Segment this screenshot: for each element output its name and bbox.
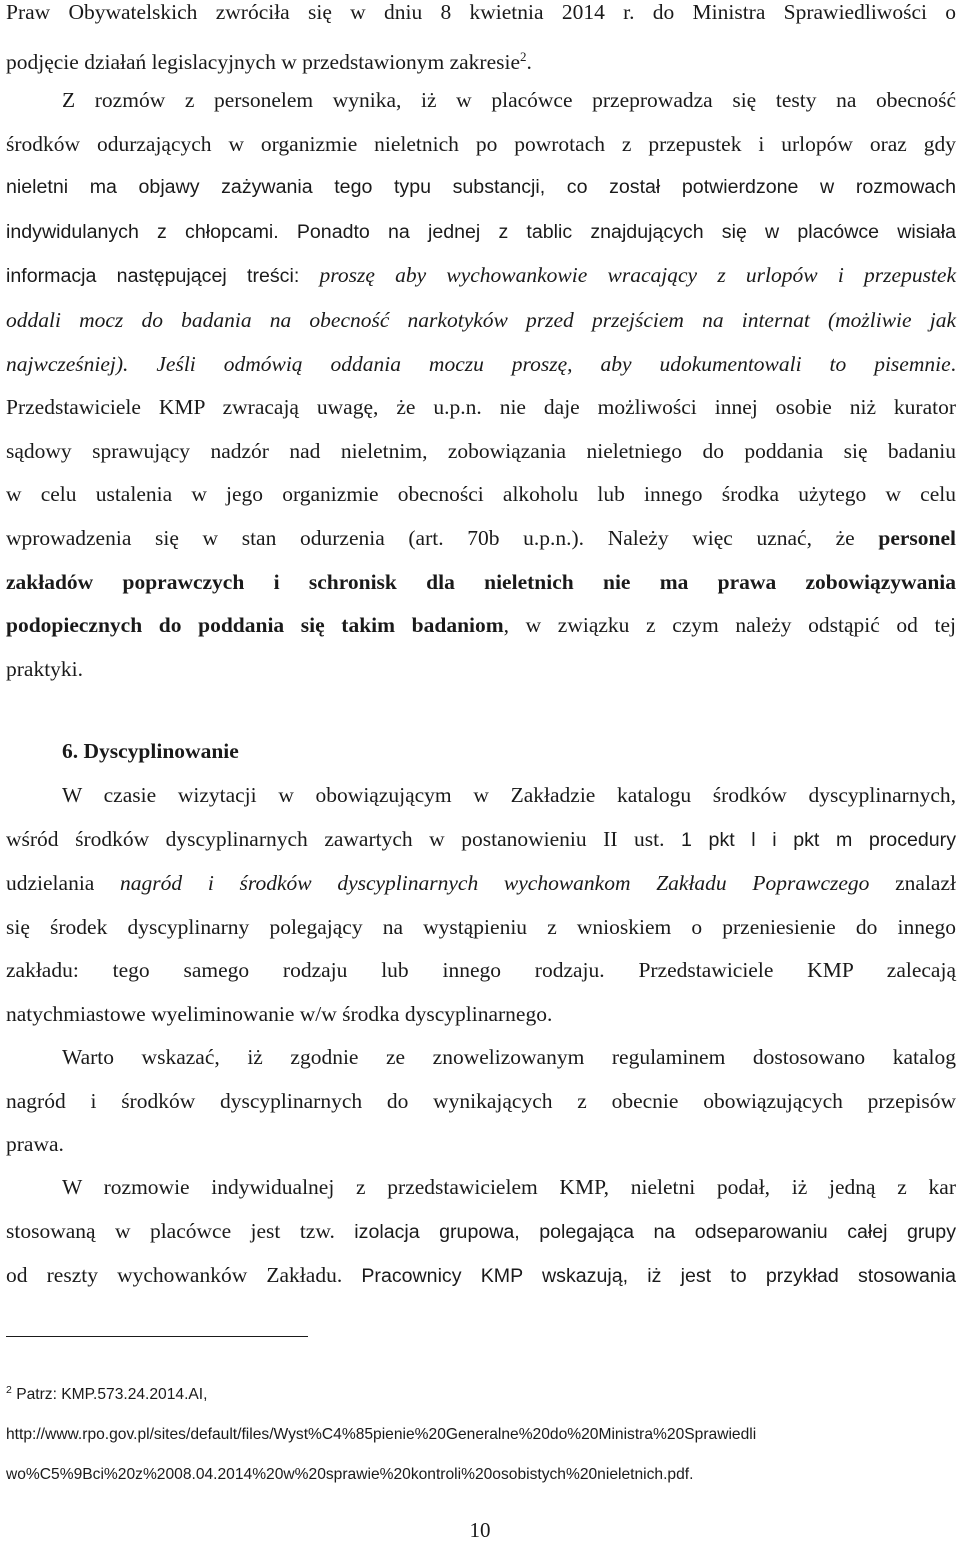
paragraph-isolation bbox=[6, 1166, 956, 1299]
text-line bbox=[6, 210, 956, 255]
text-line bbox=[6, 561, 956, 605]
footnote-line bbox=[6, 1370, 956, 1415]
text-span: udzielania bbox=[6, 871, 95, 896]
text-span: Należy więc uznać, że bbox=[607, 525, 855, 550]
text-line bbox=[6, 473, 956, 517]
page-number: 10 bbox=[469, 1518, 491, 1542]
paragraph-discipline bbox=[6, 774, 956, 1037]
text-line bbox=[6, 254, 956, 299]
text-span: zakładu: tego samego rodzaju lub innego rodzaju. Przedstawiciele KMP zalecają bbox=[6, 958, 956, 983]
text-line bbox=[6, 299, 956, 343]
text-line bbox=[6, 648, 956, 692]
text-span: informacja następującej treści: bbox=[6, 265, 300, 288]
text-line bbox=[6, 1036, 956, 1080]
footnote-url[interactable]: http://www.rpo.gov.pl/sites/default/files/Wyst%C4%85pienie%20Generalne%20do%20Ministra%20Sprawiedli bbox=[6, 1426, 757, 1443]
footnote-separator bbox=[6, 1336, 308, 1337]
bold-text: podopiecznych do poddania się takim badaniom bbox=[6, 613, 504, 638]
text-line bbox=[6, 123, 956, 167]
text-line bbox=[6, 604, 956, 648]
text-span: podjęcie działań legislacyjnych w przedstawionym zakresie bbox=[6, 49, 521, 74]
italic-quote: najwcześniej). bbox=[6, 351, 129, 376]
text-span: nie daje możliwości innej osobie niż kurator bbox=[499, 395, 957, 420]
text-span: , w związku z czym należy odstąpić od tej bbox=[503, 613, 956, 638]
text-line bbox=[6, 1166, 956, 1210]
section-heading bbox=[6, 730, 956, 774]
text-span: natychmiastowe wyeliminowanie w/w środka dyscyplinarnego. bbox=[6, 1001, 553, 1026]
text-line bbox=[6, 430, 956, 474]
text-span: . bbox=[526, 49, 532, 74]
paragraph-catalog bbox=[6, 1036, 956, 1167]
text-span: Ponadto na jednej z tablic znajdujących się w placówce wisiała bbox=[296, 220, 957, 243]
text-line bbox=[6, 862, 956, 906]
italic-quote: Jeśli odmówią oddania moczu proszę, aby udokumentowali to pisemnie bbox=[156, 351, 951, 376]
text-span: 1 pkt l i pkt m procedury bbox=[681, 828, 957, 851]
bold-text: personel bbox=[878, 525, 957, 550]
text-line bbox=[6, 0, 956, 35]
text-line bbox=[6, 1123, 956, 1167]
text-span: Przedstawiciele KMP zwracają uwagę, że u.p.n. bbox=[6, 395, 482, 420]
section-number: 6. bbox=[62, 739, 79, 763]
text-span: W rozmowie indywidualnej z przedstawicielem KMP, nieletni podał, iż jedną z kar bbox=[62, 1175, 956, 1199]
text-line bbox=[6, 517, 956, 561]
footnote-link-line[interactable] bbox=[6, 1455, 956, 1495]
text-span: nagród i środków dyscyplinarnych do wynikających z obecnie obowiązujących przepisów bbox=[6, 1088, 956, 1113]
text-line bbox=[6, 906, 956, 950]
text-span: znalazł bbox=[895, 871, 956, 896]
footnote-text: Patrz: KMP.573.24.2014.AI, bbox=[16, 1386, 208, 1403]
text-span: w celu ustalenia w jego organizmie obecności alkoholu lub innego środka użytego w celu bbox=[6, 482, 956, 507]
text-span: środków odurzających w organizmie nieletnich po powrotach z przepustek i urlopów oraz gdy bbox=[6, 131, 956, 156]
text-span: praktyki. bbox=[6, 656, 84, 681]
text-line bbox=[6, 949, 956, 993]
text-span: . bbox=[950, 351, 957, 376]
text-line bbox=[6, 1210, 956, 1255]
text-line bbox=[6, 774, 956, 818]
footnote-link-line[interactable] bbox=[6, 1415, 956, 1455]
paragraph-continuation bbox=[6, 0, 956, 84]
text-span: stosowaną w placówce jest tzw. bbox=[6, 1218, 335, 1243]
text-span: Z rozmów z personelem wynika, iż w placówce przeprowadza się testy na obecność bbox=[62, 88, 956, 112]
footnote-url[interactable]: wo%C5%9Bci%20z%2008.04.2014%20w%20sprawie%20kontroli%20osobistych%20nieletnich.pdf. bbox=[6, 1466, 694, 1483]
bold-text: zakładów poprawczych i schronisk dla nieletnich nie ma prawa zobowiązywania bbox=[6, 569, 956, 594]
text-line bbox=[6, 343, 956, 387]
text-span: się środek dyscyplinarny polegający na wystąpieniu z wnioskiem o przeniesienie do innego bbox=[6, 914, 956, 939]
paragraph-drug-tests bbox=[6, 79, 956, 691]
section-title: Dyscyplinowanie bbox=[83, 739, 239, 763]
text-line bbox=[6, 35, 956, 85]
text-line bbox=[6, 1254, 956, 1299]
italic-quote: proszę aby wychowankowie wracający z urlopów i przepustek bbox=[319, 263, 956, 288]
italic-quote: oddali mocz do badania na obecność narkotyków przed przejściem na internat (możliwie jak bbox=[6, 307, 956, 332]
text-line bbox=[6, 993, 956, 1037]
text-span: indywidulanych z chłopcami. bbox=[6, 220, 279, 243]
italic-title: nagród i środków dyscyplinarnych wychowankom Zakładu Poprawczego bbox=[120, 871, 870, 896]
text-span: od reszty wychowanków Zakładu. bbox=[6, 1263, 343, 1288]
text-span: wprowadzenia się w stan odurzenia (art. 70b u.p.n.). bbox=[6, 525, 585, 550]
text-span: Pracownicy KMP wskazują, iż jest to przykład stosowania bbox=[361, 1265, 957, 1288]
text-line bbox=[6, 386, 956, 430]
text-span: sądowy sprawujący nadzór nad nieletnim, zobowiązania nieletniego do poddania się badaniu bbox=[6, 438, 956, 463]
text-span: izolacja grupowa, polegająca na odseparowaniu całej grupy bbox=[354, 1220, 957, 1243]
text-span: Praw Obywatelskich zwróciła się w dniu 8 kwietnia 2014 r. do Ministra Sprawiedliwości o bbox=[6, 0, 956, 24]
text-span: wśród środków dyscyplinarnych zawartych w postanowieniu II ust. bbox=[6, 826, 665, 851]
text-span: prawa. bbox=[6, 1132, 64, 1157]
text-span: W czasie wizytacji w obowiązującym w Zakładzie katalogu środków dyscyplinarnych, bbox=[62, 783, 956, 807]
footnote bbox=[6, 1370, 956, 1495]
text-line bbox=[6, 1080, 956, 1124]
text-span: Warto wskazać, iż zgodnie ze znowelizowanym regulaminem dostosowano katalog bbox=[62, 1045, 956, 1069]
text-line bbox=[6, 818, 956, 863]
footnote-reference[interactable]: 2 bbox=[520, 48, 527, 64]
footnote-number: 2 bbox=[6, 1384, 12, 1396]
text-span: nieletni ma objawy zażywania tego typu substancji, co został potwierdzone w rozmowach bbox=[6, 176, 956, 199]
text-line bbox=[6, 166, 956, 210]
text-line bbox=[6, 79, 956, 123]
